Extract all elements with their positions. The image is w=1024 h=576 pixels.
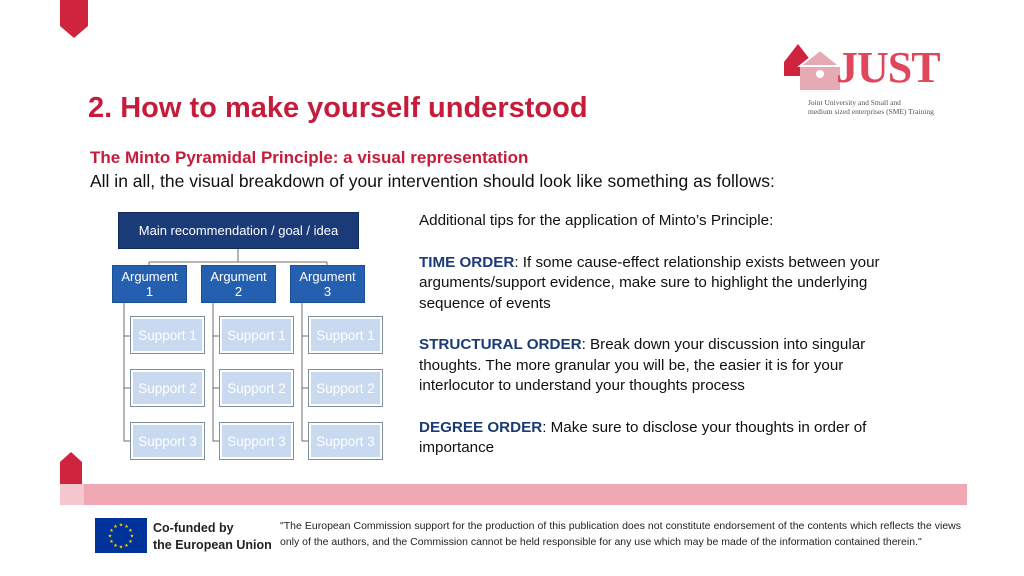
- argument-label: Argument: [121, 269, 178, 284]
- support-box-2-3: Support 3: [219, 422, 294, 460]
- logo-subtitle-line-2: medium sized enterprises (SME) Training: [808, 107, 934, 116]
- eu-label-line-1: Co-funded by: [153, 521, 234, 535]
- svg-text:★: ★: [124, 543, 129, 549]
- argument-box-3: [290, 265, 365, 303]
- section-subtitle: The Minto Pyramidal Principle: a visual representation: [90, 148, 529, 167]
- support-box-3-2: Support 2: [308, 369, 383, 407]
- svg-text:★: ★: [109, 539, 114, 545]
- funding-disclaimer: "The European Commission support for the production of this publication does not constitute endorsement of the contents which reflects the views only of the authors, and the Commission cannot be held responsible for any use which may be made of the information contained therein.": [280, 520, 961, 548]
- support-box-2-1: Support 1: [219, 316, 294, 354]
- support-box-1-1: Support 1: [130, 316, 205, 354]
- support-box-3-3: Support 3: [308, 422, 383, 460]
- argument-box-2: [201, 265, 276, 303]
- svg-text:★: ★: [129, 533, 135, 540]
- tip-keyword: DEGREE ORDER: [419, 418, 543, 436]
- eu-cofunded-label: [153, 520, 272, 554]
- svg-text:★: ★: [109, 528, 114, 534]
- svg-text:★: ★: [128, 539, 133, 545]
- argument-box-1: [112, 265, 187, 303]
- svg-text:★: ★: [118, 544, 124, 551]
- argument-number: 2: [234, 284, 243, 299]
- intro-text: All in all, the visual breakdown of your intervention should look like something as follows:: [90, 171, 775, 191]
- support-box-1-2: Support 2: [130, 369, 205, 407]
- svg-text:★: ★: [113, 543, 118, 549]
- main-recommendation-box: Main recommendation / goal / idea: [118, 212, 359, 249]
- tips-panel: [419, 211, 919, 459]
- tip-keyword: TIME ORDER: [419, 253, 515, 271]
- tips-heading: Additional tips for the application of Minto’s Principle:: [419, 212, 774, 229]
- argument-label: Argument: [299, 269, 356, 284]
- tip-time-order: [419, 253, 919, 315]
- svg-text:★: ★: [118, 522, 124, 529]
- argument-label: Argument: [210, 269, 267, 284]
- tip-structural-order: [419, 335, 919, 397]
- svg-text:★: ★: [107, 533, 113, 540]
- support-box-1-3: Support 3: [130, 422, 205, 460]
- argument-number: 1: [145, 284, 154, 299]
- svg-text:★: ★: [113, 524, 118, 530]
- logo-wordmark: JUST: [836, 43, 940, 92]
- argument-number: 3: [323, 284, 332, 299]
- eu-label-line-2: the European Union: [153, 538, 272, 552]
- footer-band-accent: [60, 484, 84, 505]
- eu-flag-icon: [95, 518, 147, 553]
- tip-text: : Make sure to disclose your thoughts in order of importance: [419, 418, 867, 456]
- svg-text:★: ★: [128, 528, 133, 534]
- logo-subtitle-line-1: Joint University and Small and: [808, 98, 901, 107]
- tip-keyword: STRUCTURAL ORDER: [419, 336, 582, 353]
- tip-text: : Break down your discussion into singular thoughts. The more granular you will be, the easier it is for your interlocutor to understand your thoughts process: [419, 336, 866, 394]
- svg-text:★: ★: [124, 524, 129, 530]
- support-box-2-2: Support 2: [219, 369, 294, 407]
- support-box-3-1: Support 1: [308, 316, 383, 354]
- footer-band: [84, 484, 967, 505]
- page-title: 2. How to make yourself understood: [88, 92, 588, 124]
- tip-text: : If some cause-effect relationship exists between your arguments/support evidence, make sure to highlight the underlying sequence of events: [419, 253, 880, 312]
- tip-degree-order: [419, 418, 919, 459]
